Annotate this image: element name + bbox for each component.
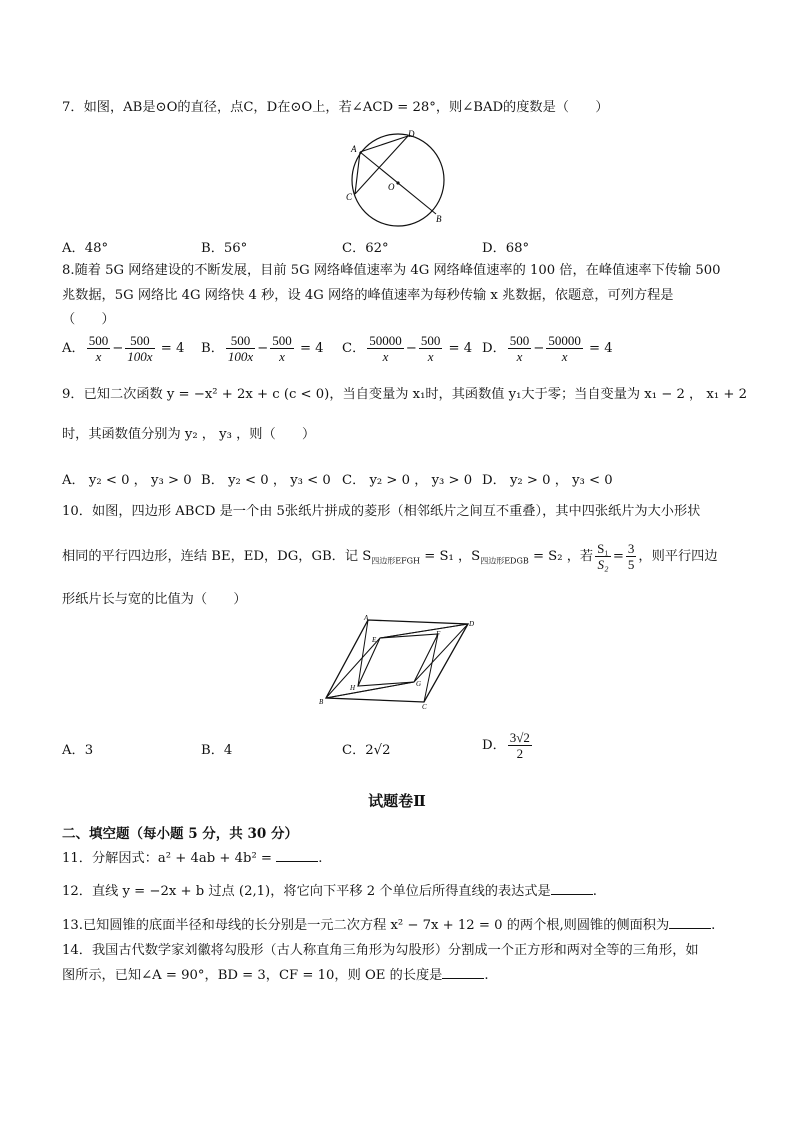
q8-option-d: D． $\frac{500}{x}$ − $\frac{50000}{x}$ = 4 [482,333,613,364]
q8-option-a: A． $\frac{500}{x}$ − $\frac{500}{100x}$ = 4 [62,333,185,364]
q10-label-F: F [436,630,441,638]
part2-title: 试题卷Ⅱ [368,792,426,810]
q10-option-d: D． $\frac{3√2}{2}$ [482,730,530,761]
q10-label-B: B [319,698,324,706]
q8-option-b: B． $\frac{500}{100x}$ − $\frac{500}{x}$ = 4 [201,333,324,364]
q10-option-a: A．3 [62,743,94,758]
q12-answer-blank[interactable] [551,882,593,895]
q7-option-c: C．62° [342,241,389,256]
q10-label-H: H [350,684,356,692]
q10-rhombus-figure [318,612,480,712]
q13: 13.已知圆锥的底面半径和母线的长分别是一元二次方程 x² − 7x + 12 = 0 的两个根,则圆锥的侧面积为 . [62,918,716,933]
q14-answer-blank[interactable] [442,966,484,979]
q8-line3: （ ） [62,312,115,327]
q11-answer-blank[interactable] [276,849,318,862]
q9-option-b: B． y₂ < 0 ， y₃ < 0 [201,473,331,488]
q7-circle-figure [338,128,458,228]
q9-option-a: A． y₂ < 0 ， y₃ > 0 [62,473,192,488]
q14-line1: 14．我国古代数学家刘徽将勾股形（古人称直角三角形为勾股形）分割成一个正方形和两对全等的三角形，如 [62,943,699,958]
q9-line1: 9．已知二次函数 y = −x² + 2x + c (c < 0)，当自变量为 x₁时，其函数值 y₁大于零；当自变量为 x₁ − 2 ， x₁ + 2 [62,387,747,402]
q10-label-A: A [364,614,369,622]
q10-label-C: C [422,703,427,711]
q7-label-D: D [408,129,415,139]
q8-option-c: C． $\frac{50000}{x}$ − $\frac{500}{x}$ = 4 [342,333,473,364]
q10-option-c: C．2√2 [342,743,391,758]
q10-option-b: B．4 [201,743,233,758]
q9-option-d: D． y₂ > 0 ， y₃ < 0 [482,473,613,488]
q7-label-B: B [436,214,442,224]
q10-line1: 10．如图，四边形 ABCD 是一个由 5张纸片拼成的菱形（相邻纸片之间互不重叠），其中四张纸片为大小形状 [62,504,701,519]
q10-line3: 形纸片长与宽的比值为（ ） [62,592,247,607]
q10-line2: 相同的平行四边形，连结 BE，ED，DG，GB．记 $S_{四边形EFGH} = S_1$ ，$S_{四边形EDGB} = S_2$ ，若 $\frac{\text{S₁}}{\text{S₂}}$ = $\frac{3}{5}$ ，则平行四边 [62,541,718,572]
q7-stem: 7．如图，AB是⊙O的直径，点C，D在⊙O上，若∠ACD = 28°，则∠BAD的度数是（ ） [62,100,609,115]
q13-answer-blank[interactable] [669,916,711,929]
q7-option-a: A．48° [62,241,109,256]
q14-line2: 图所示，已知∠A = 90°，BD = 3，CF = 10，则 OE 的长度是 . [62,968,489,983]
q7-option-d: D．68° [482,241,530,256]
q10-label-G: G [416,680,422,688]
q7-label-C: C [346,192,353,202]
q10-label-D: D [469,620,475,628]
q7-label-A: A [351,144,357,154]
q8-line2: 兆数据，5G 网络比 4G 网络快 4 秒，设 4G 网络的峰值速率为每秒传输 x 兆数据，依题意，可列方程是 [62,288,674,303]
q9-option-c: C． y₂ > 0 ， y₃ > 0 [342,473,473,488]
q10-label-E: E [372,636,377,644]
q9-line2: 时，其函数值分别为 y₂ ， y₃ ，则（ ） [62,427,316,442]
q7-option-b: B．56° [201,241,248,256]
q7-label-O: O [388,182,395,192]
q11: 11．分解因式：a² + 4ab + 4b² = . [62,851,323,866]
q12: 12．直线 y = −2x + b 过点 (2,1)，将它向下平移 2 个单位后所得直线的表达式是 . [62,884,597,899]
q8-line1: 8.随着 5G 网络建设的不断发展，目前 5G 网络峰值速率为 4G 网络峰值速率的 100 倍，在峰值速率下传输 500 [62,263,721,278]
section-heading: 二、填空题（每小题 5 分，共 30 分） [62,826,298,842]
